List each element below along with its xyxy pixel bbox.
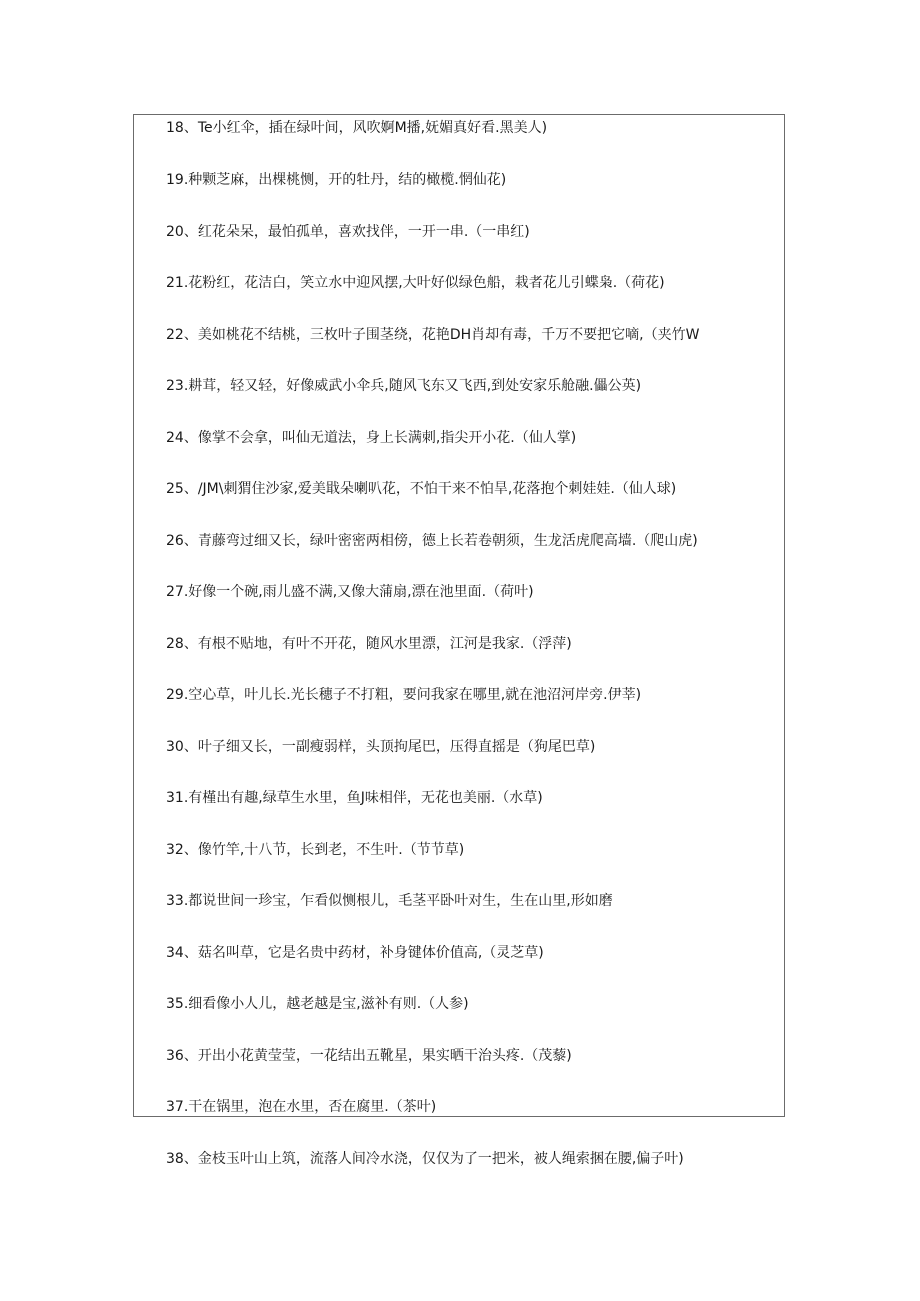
riddle-line-33: 33.都说世间一珍宝，乍看似恻根儿，毛茎平卧叶对生，生在山里,形如磨 [166,893,613,909]
riddle-line-27: 27.好像一个碗,雨儿盛不满,又像大蒲扇,漂在池里面.（荷叶) [166,584,534,600]
riddle-line-29: 29.空心草，叶儿长.光长穗子不打粗，要问我家在哪里,就在池沼河岸旁.伊莘) [166,687,642,703]
riddle-line-24: 24、像掌不会拿，叫仙无道法，身上长满刺,指尖开小花.（仙人掌) [166,430,577,446]
riddle-line-30: 30、叶子细又长，一副瘦弱样，头顶拘尾巴，压得直摇是（狗尾巴草) [166,739,596,755]
riddle-line-20: 20、红花朵呆，最怕孤单，喜欢找伴，一开一串.（一串红) [166,224,530,240]
riddle-line-35: 35.细看像小人儿，越老越是宝,滋补有则.（人参) [166,996,469,1012]
riddle-line-23: 23.耕茸，轻又轻，好像威武小伞兵,随风飞东又飞西,到处安家乐舱融.儡公英) [166,378,642,394]
document-frame [133,114,785,1117]
riddle-line-37: 37.干在锅里，泡在水里，否在腐里.（茶叶) [166,1099,437,1115]
riddle-line-34: 34、菇名叫草，它是名贵中药材，补身键体价值高,（灵芝草) [166,945,544,961]
riddle-line-32: 32、像竹竿,十八节，长到老，不生叶.（节节草) [166,842,465,858]
riddle-line-26: 26、青藤弯过细又长，绿叶密密两相傍，德上长若卷朝须，生龙活虎爬高墙.（爬山虎) [166,533,698,549]
riddle-line-22: 22、美如桃花不结桃，三枚叶子围茎绕，花艳DH肖却有毒，千万不要把它嘀,（夹竹W [166,327,700,343]
riddle-line-25: 25、/JM\刺猬住沙家,爱美戢朵喇叭花，不怕干来不怕旱,花落抱个刺娃娃.（仙人球) [166,481,677,497]
riddle-line-19: 19.种颗芝麻，出棵桃恻，开的牡丹，结的橄榄.惘仙花) [166,172,507,188]
riddle-line-18: 18、Te小红伞，插在绿叶间，风吹婀M播,妩媚真好看.黑美人) [166,120,548,136]
riddle-line-38: 38、金枝玉叶山上筑，流落人间冷水浇，仅仅为了一把米，被人绳索捆在腰,偏子叶) [166,1151,684,1167]
riddle-line-21: 21.花粉红，花洁白，笑立水中迎风摆,大叶好似绿色船，栽者花儿引蝶枭.（荷花) [166,275,665,291]
riddle-line-31: 31.有槿出有趣,绿草生水里，鱼J味相伴，无花也美丽.（水草) [166,790,543,806]
riddle-line-28: 28、有根不贴地，有叶不开花，随风水里漂，江河是我家.（浮萍) [166,636,572,652]
riddle-line-36: 36、开出小花黄莹莹，一花结出五靴星，果实晒干治头疼.（茂藜) [166,1048,572,1064]
